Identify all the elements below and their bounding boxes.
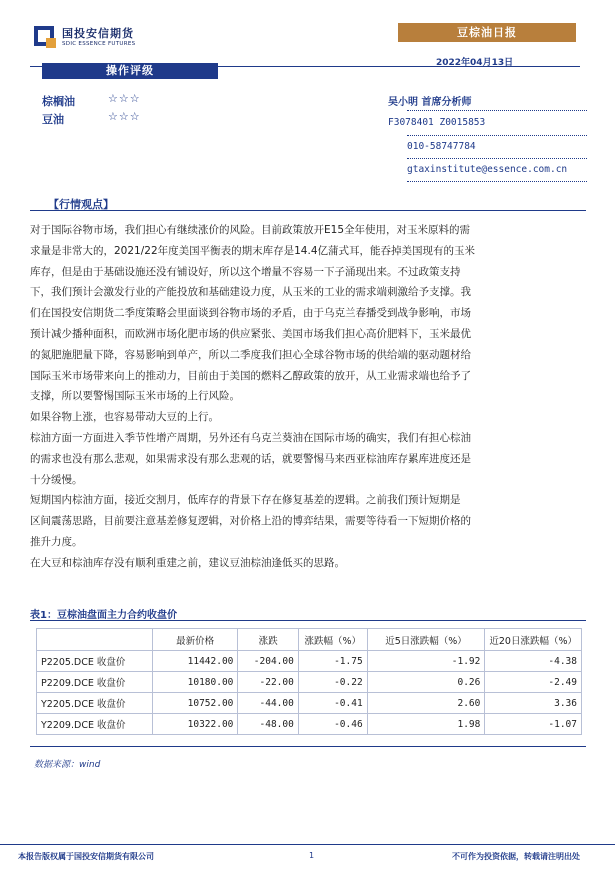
paragraph-line: 预计减少播种面积，而欧洲市场化肥市场的供应紧张、美国市场我们担心高价肥料下，玉米最优: [30, 327, 471, 340]
table-cell: 10752.00: [152, 693, 238, 714]
table-cell: 2.60: [367, 693, 485, 714]
table-cell: -48.00: [238, 714, 298, 735]
paragraph-line: 下，我们预计会激发行业的产能投放和基础建设力度，从玉米的工业的需求端刺激给予支撑。我: [30, 286, 471, 299]
rating-stars-icon: ☆☆☆: [108, 110, 141, 123]
paragraph-line: 对于国际谷物市场，我们担心有继续涨价的风险。目前政策放开E15全年使用，对玉米原料的需: [30, 224, 470, 236]
table-cell: -204.00: [238, 651, 298, 672]
paragraph-line: 们在国投安信期货二季度策略会里面谈到谷物市场的矛盾，由于乌克兰春播受到战争影响，市场: [30, 307, 471, 320]
rating-banner: 操作评级: [42, 63, 218, 79]
paragraph-line: 国际玉米市场带来向上的推动力，目前由于美国的燃料乙醇政策的放开，从工业需求端也给予了: [30, 369, 471, 382]
table-cell-contract: Y2205.DCE 收盘价: [37, 693, 153, 714]
table-header: 最新价格: [152, 629, 238, 651]
paragraph-line: 推升力度。: [30, 535, 83, 548]
price-table: [36, 628, 582, 735]
table-cell: -0.46: [298, 714, 367, 735]
table-header: 涨跌幅（%）: [298, 629, 367, 651]
table-row: [37, 714, 582, 735]
table-row: [37, 672, 582, 693]
table-cell: -4.38: [485, 651, 582, 672]
report-date: 2022年04月13日: [436, 58, 514, 68]
table-cell: -1.75: [298, 651, 367, 672]
table-cell-contract: Y2209.DCE 收盘价: [37, 714, 153, 735]
analyst-divider: [407, 135, 587, 136]
table-header: 近5日涨跌幅（%）: [367, 629, 485, 651]
table-header: 涨跌: [238, 629, 298, 651]
paragraph-line: 的氮肥施肥量下降，容易影响到单产，所以二季度我们担心全球谷物市场的供给端的驱动题材给: [30, 348, 471, 361]
paragraph-line: 区间震荡思路，目前要注意基差修复逻辑，对价格上沿的博弈结果，需要等待看一下短期价格的: [30, 515, 471, 528]
table-cell: 0.26: [367, 672, 485, 693]
table-cell: -0.22: [298, 672, 367, 693]
table-cell-contract: P2205.DCE 收盘价: [37, 651, 153, 672]
paragraph-line: 库存，但是由于基础设施还没有铺设好，所以这个增量不容易一下子涌现出来。不过政策支持: [30, 265, 461, 278]
paragraph-line: 十分缓慢。: [30, 473, 83, 486]
paragraph-line: 求量是非常大的，2021/22年度美国平衡表的期末库存是14.4亿蒲式耳，能吞掉美国现有的玉米: [30, 244, 475, 257]
table-bottom-divider: [30, 746, 586, 747]
paragraph-line: 在大豆和棕油库存没有顺利重建之前，建议豆油棕油逢低买的思路。: [30, 556, 345, 569]
table-cell: -1.07: [485, 714, 582, 735]
table-cell: 1.98: [367, 714, 485, 735]
table-title: 表1：豆棕油盘面主力合约收盘价: [30, 610, 177, 621]
table-header-row: [37, 629, 582, 651]
table-cell: -22.00: [238, 672, 298, 693]
table-cell: 11442.00: [152, 651, 238, 672]
section-title: 【行情观点】: [48, 198, 114, 211]
analyst-licenses: F3078401 Z0015853: [388, 117, 486, 128]
table-cell: 10180.00: [152, 672, 238, 693]
footer-divider: [0, 844, 615, 845]
analyst-divider: [407, 181, 587, 182]
rating-item-name: 棕榈油: [42, 95, 75, 108]
rating-item-name: 豆油: [42, 113, 64, 126]
paragraph-line: 棕油方面一方面进入季节性增产周期，另外还有乌克兰葵油在国际市场的确实，我们有担心棕油: [30, 431, 471, 444]
paragraph-line: 的需求也没有那么悲观，如果需求没有那么悲观的话，就要警惕马来西亚棕油库存累库进度还是: [30, 452, 471, 465]
company-logo: [34, 24, 164, 54]
section-divider: [30, 210, 586, 211]
table-cell-contract: P2209.DCE 收盘价: [37, 672, 153, 693]
report-type-banner: 豆棕油日报: [398, 23, 576, 42]
analyst-phone: 010-58747784: [407, 141, 476, 152]
rating-stars-icon: ☆☆☆: [108, 92, 141, 105]
logo-chinese-name: 国投安信期货: [62, 27, 134, 40]
data-source: 数据来源：wind: [34, 760, 101, 770]
analyst-divider: [407, 110, 587, 111]
table-row: [37, 651, 582, 672]
analyst-divider: [407, 158, 587, 159]
paragraph-line: 短期国内棕油方面，接近交割月，低库存的背景下存在修复基差的逻辑。之前我们预计短期是: [30, 494, 461, 507]
table-row: [37, 693, 582, 714]
analyst-email[interactable]: gtaxinstitute@essence.com.cn: [407, 164, 568, 175]
table-header: [37, 629, 153, 651]
table-cell: -2.49: [485, 672, 582, 693]
table-cell: 3.36: [485, 693, 582, 714]
paragraph-line: 支撑，所以要警惕国际玉米市场的上行风险。: [30, 390, 240, 403]
paragraph-line: 如果谷物上涨，也容易带动大豆的上行。: [30, 411, 219, 424]
page-number: 1: [309, 851, 315, 860]
analyst-name-title: 吴小明 首席分析师: [388, 97, 472, 108]
logo-english-name: SDIC ESSENCE FUTURES: [62, 41, 136, 47]
table-cell: 10322.00: [152, 714, 238, 735]
footer-copyright: 本报告版权属于国投安信期货有限公司: [18, 852, 154, 861]
table-top-divider: [30, 620, 586, 621]
logo-mark-icon: [34, 26, 54, 46]
footer-disclaimer: 不可作为投资依据，转载请注明出处: [452, 852, 580, 861]
table-header: 近20日涨跌幅（%）: [485, 629, 582, 651]
table-cell: -44.00: [238, 693, 298, 714]
paragraph-market-view: [30, 220, 597, 574]
table-cell: -0.41: [298, 693, 367, 714]
table-cell: -1.92: [367, 651, 485, 672]
